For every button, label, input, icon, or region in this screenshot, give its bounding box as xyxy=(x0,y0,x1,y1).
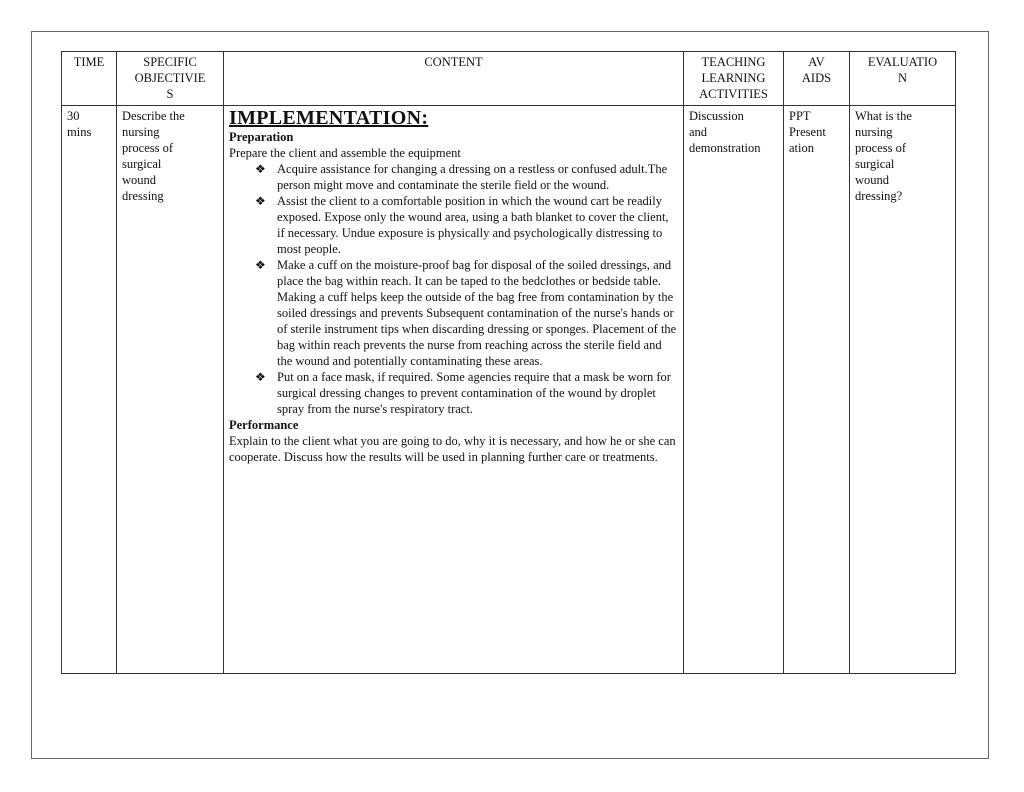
teaching-activities-cell: Discussion and demonstration xyxy=(684,106,784,674)
header-evaluation: EVALUATIO N xyxy=(850,52,956,106)
lesson-plan-table xyxy=(61,51,956,674)
preparation-intro: Prepare the client and assemble the equipment xyxy=(229,146,461,160)
header-row xyxy=(62,52,956,106)
list-item xyxy=(251,161,678,193)
header-time: TIME xyxy=(62,52,117,106)
list-item xyxy=(251,257,678,369)
list-item xyxy=(251,193,678,257)
performance-heading: Performance xyxy=(229,418,299,432)
preparation-heading: Preparation xyxy=(229,130,294,144)
diamond-bullet-icon: ❖ xyxy=(255,258,266,272)
time-cell: 30 mins xyxy=(62,106,117,674)
header-teaching-learning-activities: TEACHING LEARNING ACTIVITIES xyxy=(684,52,784,106)
header-specific-objectives: SPECIFIC OBJECTIVIE S xyxy=(117,52,224,106)
implementation-title: IMPLEMENTATION: xyxy=(229,107,429,129)
header-content: CONTENT xyxy=(224,52,684,106)
bullet-text: Acquire assistance for changing a dressing on a restless or confused adult.The person might move and contaminate the sterile field or the wound. xyxy=(277,162,668,192)
preparation-bullet-list xyxy=(229,161,678,417)
diamond-bullet-icon: ❖ xyxy=(255,370,266,384)
content-cell xyxy=(224,106,684,674)
evaluation-cell: What is the nursing process of surgical wound dressing? xyxy=(850,106,956,674)
table-row xyxy=(62,106,956,674)
bullet-text: Assist the client to a comfortable position in which the wound cart be readily exposed. Expose only the wound area, using a bath blanket to cover the client, if necessary. Undue exposure is physically and psychologically distressing to most people. xyxy=(277,194,669,256)
header-av-aids: AV AIDS xyxy=(784,52,850,106)
diamond-bullet-icon: ❖ xyxy=(255,162,266,176)
bullet-text: Make a cuff on the moisture-proof bag for disposal of the soiled dressings, and place the bag within reach. It can be taped to the bedclothes or bedside table. Making a cuff helps keep the outside of the bag free from contamination by the soiled dressings and prevents Subsequent contamination of the nurse's hands or of sterile instrument tips when discarding dressing or sponges. Placement of the bag within reach prevents the nurse from reaching across the sterile field and the wound and potentially contaminating these areas. xyxy=(277,258,677,368)
av-aids-cell: PPT Present ation xyxy=(784,106,850,674)
bullet-text: Put on a face mask, if required. Some agencies require that a mask be worn for surgical dressing changes to prevent contamination of the wound by droplet spray from the nurse's respiratory tract. xyxy=(277,370,671,416)
performance-text: Explain to the client what you are going to do, why it is necessary, and how he or she can cooperate. Discuss how the results will be used in planning further care or treatments. xyxy=(229,434,676,464)
diamond-bullet-icon: ❖ xyxy=(255,194,266,208)
objective-cell: Describe the nursing process of surgical wound dressing xyxy=(117,106,224,674)
list-item xyxy=(251,369,678,417)
